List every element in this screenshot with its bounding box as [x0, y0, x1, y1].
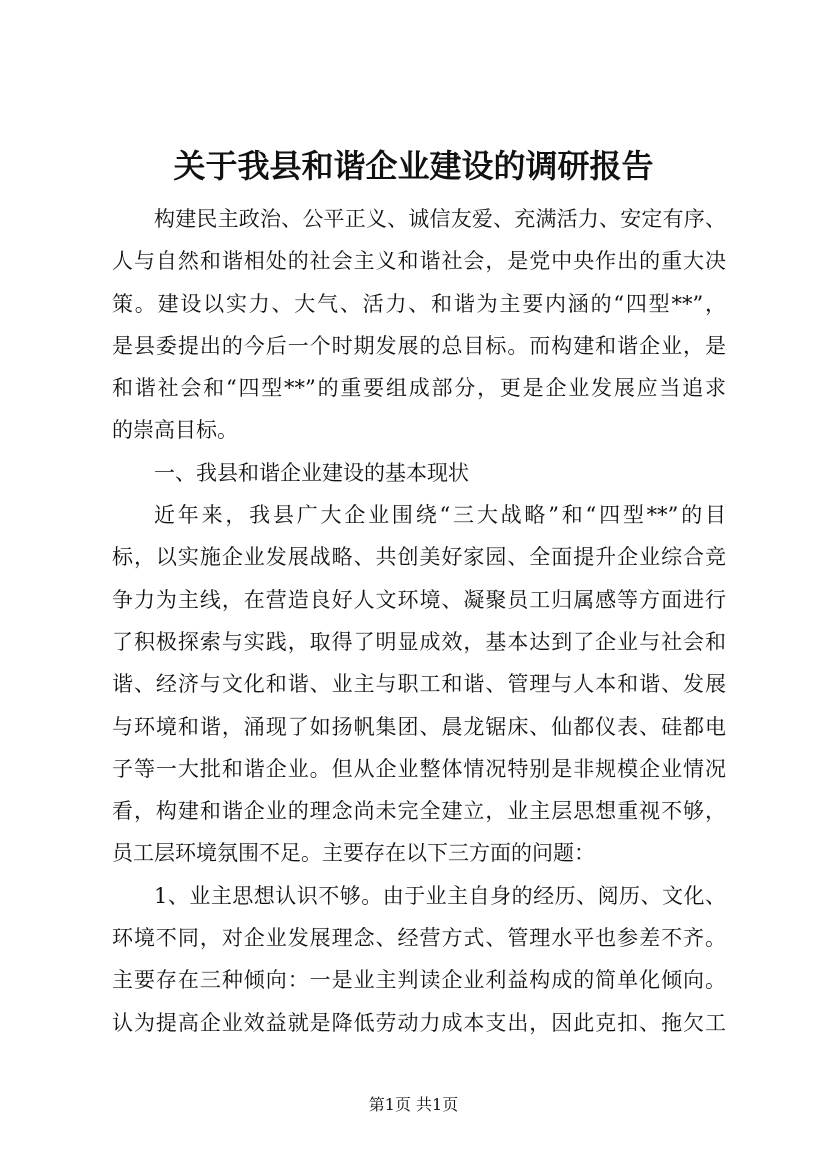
text-line: 的崇高目标。: [112, 418, 238, 443]
text-line: 争力为主线，在营造良好人文环境、凝聚员工归属感等方面进行: [112, 587, 726, 612]
text-line: 构建民主政治、公平正义、诚信友爱、充满活力、安定有序、: [154, 207, 726, 231]
section-heading-text: 一、我县和谐企业建设的基本现状: [154, 460, 469, 485]
paragraph-issue-1: [112, 875, 726, 1044]
text-line: 策。建设以实力、大气、活力、和谐为主要内涵的“四型**”，: [112, 291, 726, 316]
text-line: 谐、经济与文化和谐、业主与职工和谐、管理与人本和谐、发展: [112, 672, 726, 697]
text-line: 人与自然和谐相处的社会主义和谐社会，是党中央作出的重大决: [112, 249, 726, 274]
text-line: 和谐社会和“四型**”的重要组成部分，更是企业发展应当追求: [112, 376, 726, 401]
text-line: 主要存在三种倾向：一是业主判读企业利益构成的简单化倾向。: [112, 968, 726, 993]
paragraph-intro: [112, 198, 726, 452]
document-title: 关于我县和谐企业建设的调研报告: [173, 147, 654, 185]
text-line: 了积极探索与实践，取得了明显成效，基本达到了企业与社会和: [112, 629, 726, 654]
text-line: 1、业主思想认识不够。由于业主自身的经历、阅历、文化、: [154, 883, 726, 908]
text-line: 认为提高企业效益就是降低劳动力成本支出，因此克扣、拖欠工: [112, 1010, 726, 1035]
text-line: 近年来，我县广大企业围绕“三大战略”和“四型**”的目: [154, 503, 726, 528]
text-line: 标，以实施企业发展战略、共创美好家园、全面提升企业综合竞: [112, 545, 726, 570]
text-line: 子等一大批和谐企业。但从企业整体情况特别是非规模企业情况: [112, 756, 726, 781]
text-line: 与环境和谐，涌现了如扬帆集团、晨龙锯床、仙都仪表、硅都电: [112, 714, 726, 739]
document-body: [112, 198, 726, 1044]
text-line: 员工层环境氛围不足。主要存在以下三方面的问题：: [112, 841, 595, 866]
text-line: 环境不同，对企业发展理念、经营方式、管理水平也参差不齐。: [112, 926, 726, 951]
page-footer: 第1页 共1页: [368, 1095, 459, 1114]
paragraph-status: [112, 494, 726, 875]
section-heading: [112, 452, 726, 494]
text-line: 看，构建和谐企业的理念尚未完全建立，业主层思想重视不够，: [112, 799, 726, 824]
text-line: 是县委提出的今后一个时期发展的总目标。而构建和谐企业，是: [112, 333, 726, 358]
